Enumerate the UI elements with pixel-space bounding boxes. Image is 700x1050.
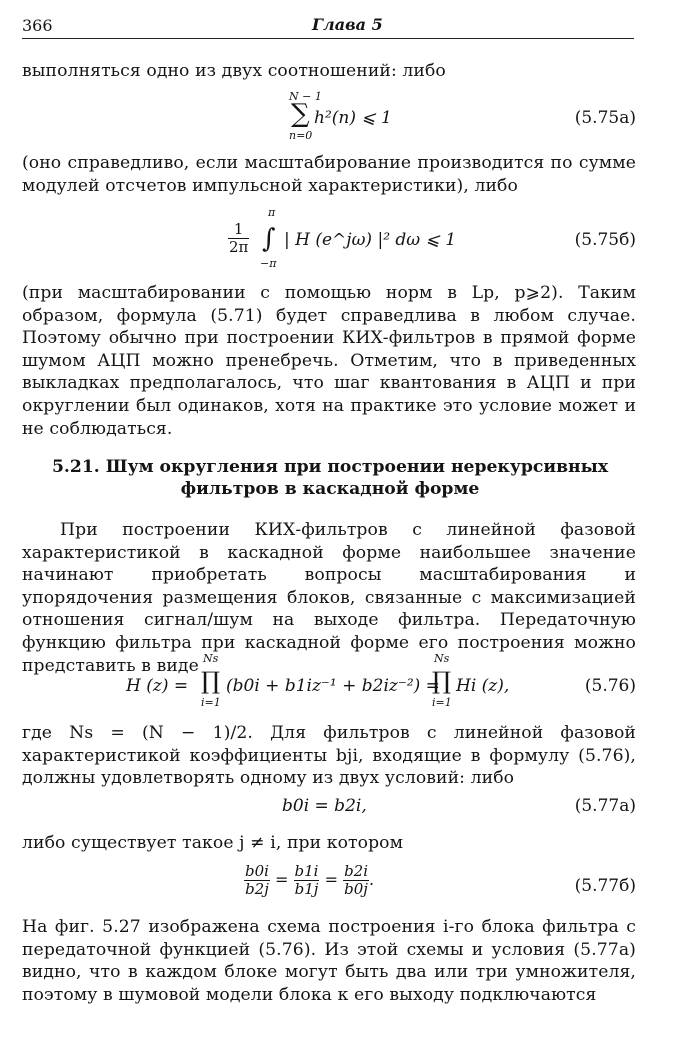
paragraph-3: (при масштабировании с помощью норм в Lp, p⩾2). Таким образом, формула (5.71) будет справедлива в любом случае. Поэтому обычно при построении КИХ-фильтров в прямой форме шумом АЦП можно пренебречь. Отметим, что в приведенных выкладках предполагалось, что шаг квантования в АЦП и при округлении был одинаков, хотя на практике это условие может и не соблюдаться.	[22, 283, 636, 439]
product-sign-2: ∏	[432, 667, 452, 695]
denominator: b0j	[344, 880, 368, 898]
equation-body: | H (e^jω) |² dω ⩽ 1	[284, 230, 457, 250]
equation-label: (5.77а)	[574, 796, 636, 816]
equation-body: h²(n) ⩽ 1	[314, 108, 392, 128]
equation-middle: (b0i + b1iz⁻¹ + b2iz⁻²) =	[226, 676, 440, 696]
numerator: b1i	[294, 862, 319, 880]
chapter-title: Глава 5	[312, 15, 383, 34]
numerator: b2i	[344, 862, 369, 880]
fraction-2	[294, 863, 320, 898]
sum-upper-limit: N − 1	[289, 90, 322, 103]
fraction-3	[343, 863, 369, 898]
product-upper-limit: Ns	[203, 652, 219, 665]
product-lower-limit-2: i=1	[432, 696, 452, 709]
paragraph-1: выполняться одно из двух соотношений: либо	[22, 61, 446, 81]
equation-body: b0i = b2i,	[282, 796, 367, 816]
numerator: 1	[228, 221, 249, 239]
numerator: b0i	[245, 862, 269, 880]
equation-rhs: Hi (z),	[456, 676, 510, 696]
integral-sign: ∫	[262, 224, 276, 254]
paragraph-2: (оно справедливо, если масштабирование производится по сумме модулей отсчетов импульсной характеристики), либо	[22, 153, 636, 196]
section-title-line-2: фильтров в каскадной форме	[180, 479, 480, 499]
paragraph-7: На фиг. 5.27 изображена схема построения i-го блока фильтра с передаточной функцией (5.76). Из этой схемы и условия (5.77а) видно, что в каждом блоке могут быть два или три умножителя, поэтому в шумовой модели блока к его выходу подключаются	[22, 917, 636, 1005]
equation-label: (5.75а)	[574, 108, 636, 128]
equation-lhs: H (z) =	[126, 676, 189, 696]
book-page: 366 Глава 5 выполняться одно из двух соотношений: либо N − 1 ∑ n=0 h²(n) ⩽ 1 (5.75а) (оно справедливо, если масштабирование производится по сумме модулей отсчетов импульсной характеристики), либо $\frac{1}{2\pi}$ π ∫ −π | H (e^jω) |² dω ⩽ 1 (5.75б) (при масштабировании с помощью норм в Lp, p⩾2). Таким образом, формула (5.71) будет справедлива в любом случае. Поэтому обычно при построении КИХ-фильтров в прямой форме шумом АЦП можно пренебречь. Отметим, что в приведенных выкладках предполагалось, что шаг квантования в АЦП и при округлении был одинаков, хотя на практике это условие может и не соблюдаться. 5.21. Шум округления при построении нерекурсивных фильтров в каскадной форме При построении КИХ-фильтров с линейной фазовой характеристикой в каскадной форме наибольшее значение начинают приобретать вопросы масштабирования и упорядочения размещения блоков, связанные с максимизацией отношения сигнал/шум на выходе фильтра. Передаточную функцию фильтра при каскадной форме его построения можно представить в виде H (z) = Ns ∏ i=1 (b0i + b1iz⁻¹ + b2iz⁻²) = Ns ∏ i=1 Hi (z), (5.76) где Ns = (N − 1)/2. Для фильтров с линейной фазовой характеристикой коэффициенты bji, входящие в формулу (5.76), должны удовлетворять одному из двух условий: либо b0i = b2i, (5.77а) либо существует такое j ≠ i, при котором $\frac{b0i}{b2j}$ = $\frac{b1i}{b1j}$ = $\frac{b2i}{b0j}$ . (5.77б) На фиг. 5.27 изображена схема построения i-го блока фильтра с передаточной функцией (5.76). Из этой схемы и условия (5.77а) видно, что в каждом блоке могут быть два или три умножителя, поэтому в шумовой модели блока к его выходу подключаются	[22, 15, 636, 1005]
paragraph-4: При построении КИХ-фильтров с линейной фазовой характеристикой в каскадной форме наибольшее значение начинают приобретать вопросы масштабирования и упорядочения размещения блоков, связанные с максимизацией отношения сигнал/шум на выходе фильтра. Передаточную функцию фильтра при каскадной форме его построения можно представить в виде	[22, 520, 636, 676]
product-lower-limit: i=1	[201, 696, 221, 709]
equation-label: (5.77б)	[574, 876, 636, 896]
section-number: 5.21.	[51, 457, 100, 477]
fraction-1	[244, 863, 270, 898]
sum-sign: ∑	[291, 99, 310, 129]
fraction-one-over-two-pi	[228, 221, 249, 256]
integral-lower-limit: −π	[260, 257, 277, 270]
section-title-line-1: Шум округления при построении нерекурсивных	[105, 457, 609, 477]
paragraph-5: где Ns = (N − 1)/2. Для фильтров с линейной фазовой характеристикой коэффициенты bji, входящие в формулу (5.76), должны удовлетворять одному из двух условий: либо	[22, 723, 636, 789]
denominator: 2π	[229, 238, 249, 256]
sum-lower-limit: n=0	[289, 129, 313, 142]
equation-label: (5.76)	[584, 676, 636, 696]
paragraph-6: либо существует такое j ≠ i, при котором	[22, 833, 404, 853]
denominator: b1j	[294, 880, 319, 898]
page-number: 366	[22, 16, 53, 35]
integral-upper-limit: π	[268, 206, 276, 219]
product-upper-limit-2: Ns	[434, 652, 450, 665]
denominator: b2j	[245, 880, 269, 898]
product-sign: ∏	[201, 667, 221, 695]
equation-label: (5.75б)	[574, 230, 636, 250]
running-header	[22, 14, 634, 39]
